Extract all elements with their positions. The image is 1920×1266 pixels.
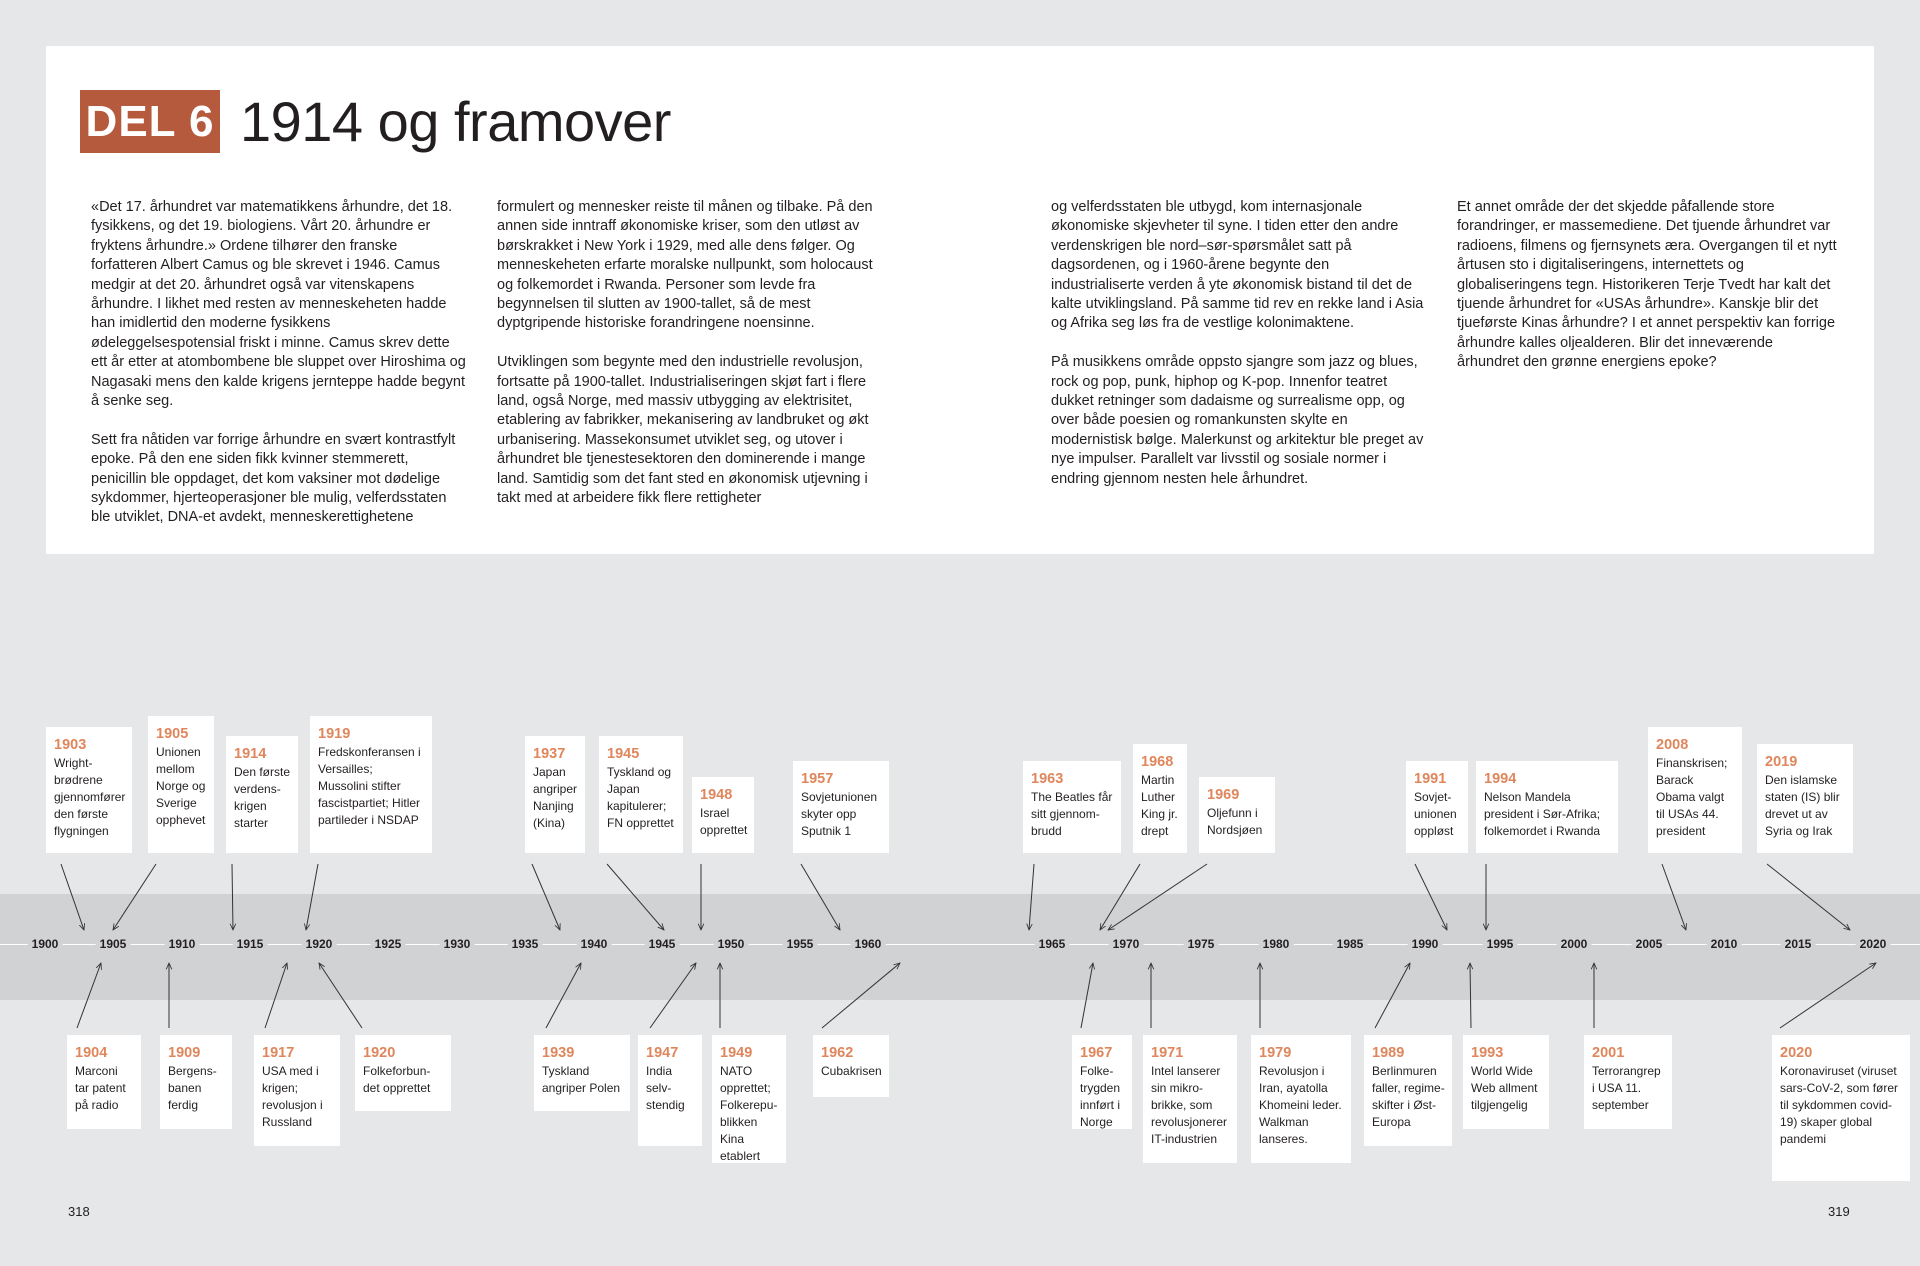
arrow-1993 [1470, 963, 1471, 1028]
event-text: The Beatles får sitt gjennom-brudd [1031, 790, 1113, 838]
arrow-1917 [265, 963, 287, 1028]
arrow-1991 [1415, 864, 1447, 930]
event-text: Sovjetunionen skyter opp Sputnik 1 [801, 790, 878, 838]
arrow-1968 [1100, 864, 1140, 930]
event-year: 1919 [318, 726, 351, 742]
event-text: Terrorangrep i USA 11. september [1592, 1064, 1661, 1112]
event-text: Berlinmuren faller, regime-skifter i Øst-Europa [1372, 1064, 1445, 1129]
paragraph: og velferdsstaten ble utbygd, kom internasjonale økonomiske skjevheter til syne. I tiden etter den andre verdenskrigen ble nord–sør-spørsmålet satt på dagsordenen, og i 1960-årene begynte den industrialiserte verden å yte økonomisk bistand til det de kalte utviklingsland. På samme tid rev en rekke land i Asia og Afrika seg løs fra de vestlige kolonimaktene. [1051, 199, 1424, 332]
tick-label: 1965 [1035, 937, 1070, 951]
tick-label: 1980 [1259, 937, 1294, 951]
tick-label: 1995 [1483, 937, 1518, 951]
event-text: Bergens-banen ferdig [168, 1064, 217, 1112]
event-text: Folke-trygden innført i Norge [1080, 1064, 1121, 1129]
tick-label: 2005 [1632, 937, 1667, 951]
paragraph: «Det 17. århundret var matematikkens århundre, det 18. fysikkens, og det 19. biologiens. Vårt 20. århundre er fryktens århundre.» Ordene tilhører den franske forfatteren Albert Camus og ble skrevet i 1946. Camus medgir at det 20. århundret også var vitenskapens århundre. I likhet med resten av menneskeheten hadde han imidlertid den moderne fysikkens ødeleggelsespotensial friskt i minne. Camus skrev dette ett år etter at atombombene ble sluppet over Hiroshima og Nagasaki mens den kalde krigens jernteppe hadde begynt å senke seg. [91, 199, 466, 410]
event-text: Martin Luther King jr. drept [1141, 773, 1178, 838]
tick-label: 1910 [165, 937, 200, 951]
arrow-1945 [607, 864, 664, 930]
event-text: Sovjet-unionen oppløst [1414, 790, 1457, 838]
tick-label: 1945 [645, 937, 680, 951]
tick-label: 1975 [1184, 937, 1219, 951]
arrow-1962 [822, 963, 900, 1028]
tick-label: 1935 [508, 937, 543, 951]
tick-label: 2020 [1856, 937, 1891, 951]
section-badge: DEL 6 [80, 90, 220, 153]
tick-label: 1905 [96, 937, 131, 951]
tick-label: 1920 [302, 937, 337, 951]
tick-label: 2015 [1781, 937, 1816, 951]
event-year: 1968 [1141, 754, 1174, 770]
tick-label: 1960 [851, 937, 886, 951]
event-year: 1991 [1414, 771, 1447, 787]
event-text: Finanskrisen; Barack Obama valgt til USAs 44. president [1656, 756, 1728, 838]
tick-label: 1955 [783, 937, 818, 951]
event-year: 1994 [1484, 771, 1517, 787]
arrow-1967 [1081, 963, 1093, 1028]
arrow-1947 [650, 963, 696, 1028]
arrow-2020 [1780, 963, 1876, 1028]
arrow-1989 [1375, 963, 1410, 1028]
event-text: Israel opprettet [700, 806, 748, 837]
paragraph: På musikkens område oppsto sjangre som jazz og blues, rock og pop, punk, hiphop og K-pop. Innenfor teatret dukket retninger som dadaisme og surrealisme opp, og over både poesien og romankunsten skylte en modernistisk bølge. Malerkunst og arkitektur ble preget av nye impulser. Parallelt var livsstil og sosiale normer i endring gjennom nesten hele århundret. [1051, 354, 1424, 487]
event-text: Tyskland og Japan kapitulerer; FN opprettet [607, 765, 674, 830]
event-year: 1904 [75, 1045, 108, 1061]
arrow-1937 [532, 864, 560, 930]
arrow-1904 [77, 963, 101, 1028]
event-year: 1937 [533, 746, 566, 762]
tick-label: 1900 [28, 937, 63, 951]
event-year: 1914 [234, 746, 267, 762]
event-year: 1947 [646, 1045, 679, 1061]
tick-label: 1950 [714, 937, 749, 951]
event-text: Marconi tar patent på radio [75, 1064, 126, 1112]
arrow-1914 [232, 864, 233, 930]
event-text: NATO opprettet; Folkerepu-blikken Kina etablert [720, 1064, 778, 1163]
event-text: Revolusjon i Iran, ayatolla Khomeini leder. Walkman lanseres. [1259, 1064, 1342, 1146]
tick-label: 1985 [1333, 937, 1368, 951]
arrow-1903 [61, 864, 84, 930]
event-text: Tyskland angriper Polen [542, 1064, 621, 1095]
tick-label: 1990 [1408, 937, 1443, 951]
paragraph: Utviklingen som begynte med den industrielle revolusjon, fortsatte på 1900-tallet. Industrialiseringen skjøt fart i flere land, også Norge, med massiv utbygging av elektrisitet, etablering av fabrikker, mekanisering av landbruket og økt urbanisering. Massekonsumet utviklet seg, og utover i århundret ble tjenestesektoren den dominerende i mange land. Samtidig som det fant sted en økonomisk utjevning i takt med at arbeidere fikk flere rettigheter [497, 354, 869, 507]
event-year: 1989 [1372, 1045, 1405, 1061]
event-year: 2008 [1656, 737, 1689, 753]
event-text: Fredskonferansen i Versailles; Mussolini stifter fascistpartiet; Hitler partileder i NSDAP [318, 745, 421, 827]
event-year: 1969 [1207, 787, 1240, 803]
arrow-1905 [113, 864, 156, 930]
event-text: Wright-brødrene gjennomfører den første flygningen [54, 756, 126, 838]
event-year: 1967 [1080, 1045, 1113, 1061]
paragraph: formulert og mennesker reiste til månen og tilbake. På den annen side inntraff økonomiske kriser, som den utløst av børskrakket i New York i 1929, med alle dens følger. Og menneskeheten erfarte moralske nullpunkt, som holocaust og folkemordet i Rwanda. Personer som levde fra begynnelsen til slutten av 1900-tallet, så de mest dyptgripende historiske forandringene noensinne. [497, 199, 873, 332]
event-year: 1920 [363, 1045, 396, 1061]
event-year: 1917 [262, 1045, 295, 1061]
arrow-2008 [1662, 864, 1686, 930]
event-text: Den islamske staten (IS) blir drevet ut av Syria og Irak [1765, 773, 1840, 838]
tick-label: 1930 [440, 937, 475, 951]
arrow-1969 [1108, 864, 1207, 930]
event-text: Oljefunn i Nordsjøen [1207, 806, 1263, 837]
event-text: Cubakrisen [821, 1064, 882, 1078]
tick-label: 2000 [1557, 937, 1592, 951]
event-text: Japan angriper Nanjing (Kina) [533, 765, 578, 830]
page-number-left: 318 [68, 1204, 90, 1219]
event-text: Folkeforbun-det opprettet [363, 1064, 431, 1095]
event-year: 1905 [156, 726, 189, 742]
event-text: USA med i krigen; revolusjon i Russland [262, 1064, 323, 1129]
arrow-1939 [546, 963, 581, 1028]
event-year: 2020 [1780, 1045, 1813, 1061]
page-title: 1914 og framover [240, 90, 671, 153]
page-number-right: 319 [1828, 1204, 1850, 1219]
event-year: 1971 [1151, 1045, 1184, 1061]
arrow-1963 [1029, 864, 1034, 930]
event-year: 1993 [1471, 1045, 1504, 1061]
tick-label: 1970 [1109, 937, 1144, 951]
arrow-1957 [801, 864, 840, 930]
tick-label: 1925 [371, 937, 406, 951]
event-year: 1962 [821, 1045, 854, 1061]
arrow-1920 [319, 963, 362, 1028]
arrow-1919 [306, 864, 318, 930]
event-text: Den første verdens-krigen starter [234, 765, 291, 830]
event-year: 1939 [542, 1045, 575, 1061]
event-text: India selv-stendig [646, 1064, 685, 1112]
event-year: 1979 [1259, 1045, 1292, 1061]
event-year: 1963 [1031, 771, 1064, 787]
event-text: Intel lanserer sin mikro-brikke, som revolusjonerer IT-industrien [1151, 1064, 1228, 1146]
event-year: 2019 [1765, 754, 1798, 770]
tick-label: 2010 [1707, 937, 1742, 951]
event-text: Koronaviruset (viruset sars-CoV-2, som fører til sykdommen covid-19) skaper global pandemi [1780, 1064, 1899, 1146]
event-year: 1903 [54, 737, 87, 753]
event-year: 1948 [700, 787, 733, 803]
event-text: Nelson Mandela president i Sør-Afrika; folkemordet i Rwanda [1484, 790, 1601, 838]
event-year: 2001 [1592, 1045, 1625, 1061]
paragraph: Sett fra nåtiden var forrige århundre en svært kontrastfylt epoke. På den ene siden fikk kvinner stemmerett, penicillin ble oppdaget, det kom vaksiner mot dødelige sykdommer, hjerteoperasjoner ble mulig, velferdsstaten ble utviklet, DNA-et avdekt, menneskerettighetene [91, 431, 456, 526]
tick-label: 1940 [577, 937, 612, 951]
event-year: 1945 [607, 746, 640, 762]
event-year: 1957 [801, 771, 834, 787]
paragraph: Et annet område der det skjedde påfallende store forandringer, er massemediene. Det tjuende århundret var radioens, filmens og fjernsynets æra. Overgangen til et nytt årtusen sto i digitaliseringens, internettets og globaliseringens tegn. Historikeren Terje Tvedt har kalt det tjuende århundret for «USAs århundre». Kanskje blir det tjueførste Kinas århundre? I et annet perspektiv kan forrige århundre kalles oljealderen. Blir det inneværende århundret den grønne energiens epoke? [1457, 199, 1837, 371]
event-text: Unionen mellom Norge og Sverige opphevet [156, 745, 206, 827]
tick-label: 1915 [233, 937, 268, 951]
event-year: 1909 [168, 1045, 201, 1061]
arrow-2019 [1767, 864, 1850, 930]
event-year: 1949 [720, 1045, 753, 1061]
event-text: World Wide Web allment tilgjengelig [1471, 1064, 1538, 1112]
